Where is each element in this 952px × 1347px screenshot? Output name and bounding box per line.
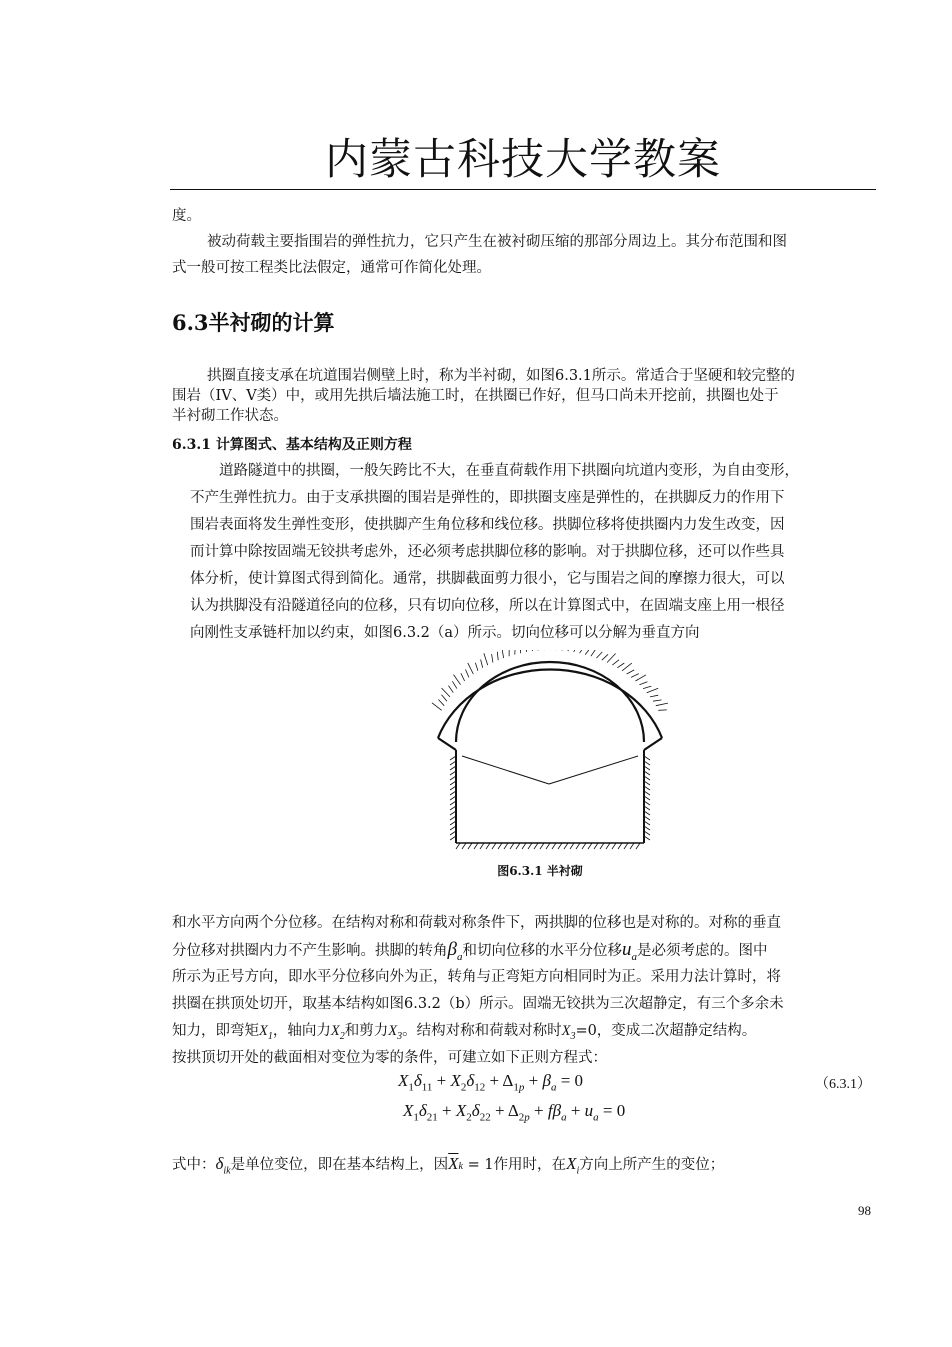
after-line-4: 拱圈在拱顶处切开，取基本结构如图6.3.2（b）所示。固端无铰拱为三次超静定，有三个多余未 (172, 996, 784, 1012)
p2-line-5: 体分析，使计算图式得到简化。通常，拱脚截面剪力很小，它与围岩之间的摩擦力很大，可以 (190, 571, 785, 587)
p2-line-6: 认为拱脚没有沿隧道径向的位移，只有切向位移，所以在计算图式中，在固端支座上用一根径 (190, 598, 785, 614)
p2-line-1: 道路隧道中的拱圈，一般矢跨比不大，在垂直荷载作用下拱圈向坑道内变形，为自由变形， (219, 463, 799, 479)
header-rule (170, 189, 876, 190)
intro-line-1: 度。 (172, 208, 201, 224)
intro-line-3: 式一般可按工程类比法假定，通常可作简化处理。 (172, 260, 491, 276)
p2-line-3: 围岩表面将发生弹性变形，使拱脚产生角位移和线位移。拱脚位移将使拱圈内力发生改变，因 (190, 517, 785, 533)
arch-left-joint (438, 738, 456, 750)
intro-line-2: 被动荷载主要指围岩的弹性抗力，它只产生在被衬砌压缩的那部分周边上。其分布范围和图 (207, 234, 787, 250)
figure-caption: 图6.3.1 半衬砌 (497, 864, 583, 878)
arch-hatching (432, 650, 668, 849)
section-heading: 6.3半衬砌的计算 (172, 310, 335, 335)
after-line-5: 知力，即弯矩$X_1$，轴向力$X_2$和剪力$X_3$。结构对称和荷载对称时$X_3=0$，变成二次超静定结构。 (172, 1023, 757, 1042)
after-line-3: 所示为正号方向，即水平分位移向外为正，转角与正弯矩方向相同时为正。采用力法计算时，将 (172, 969, 781, 985)
after-line-1: 和水平方向两个分位移。在结构对称和荷载对称条件下，两拱脚的位移也是对称的。对称的垂直 (172, 915, 781, 931)
footnote-line: 式中：$\delta_{ik}$是单位变位，即在基本结构上，因$\overline{X}k = 1$作用时，在$X_i$方向上所产生的变位； (172, 1154, 725, 1177)
load-line-right (549, 756, 638, 784)
page-number: 98 (858, 1203, 871, 1218)
p1-line-1: 拱圈直接支承在坑道围岩侧壁上时，称为半衬砌，如图6.3.1所示。常适合于坚硬和较完整的 (207, 368, 795, 384)
p2-line-2: 不产生弹性抗力。由于支承拱圈的围岩是弹性的，即拱圈支座是弹性的，在拱脚反力的作用下 (190, 490, 785, 506)
load-line-left (462, 756, 549, 784)
arch-right-joint (644, 738, 662, 750)
p1-line-2: 围岩（IV、V类）中，或用先拱后墙法施工时，在拱圈已作好，但马口尚未开挖前，拱圈也处于 (172, 388, 779, 404)
p1-line-3: 半衬砌工作状态。 (172, 408, 288, 424)
equation-2: $X_1\delta_{21} + X_2\delta_{22} + \Delta_{2p} + f\beta_a + u_a = 0$ (403, 1101, 626, 1124)
equation-1: $X_1\delta_{11} + X_2\delta_{12} + \Delta_{1p} + \beta_a = 0$ (398, 1071, 584, 1094)
arch-inner-line (456, 662, 644, 742)
arch-outer-line (438, 669, 662, 738)
equation-number: （6.3.1） (815, 1077, 871, 1092)
after-line-2: 分位移对拱圈内力不产生影响。拱脚的转角$\beta_a$和切向位移的水平分位移$u_a$是必须考虑的。图中 (172, 939, 768, 963)
p2-line-7: 向刚性支承链杆加以约束，如图6.3.2（a）所示。切向位移可以分解为垂直方向 (190, 625, 700, 641)
half-lining-figure (420, 650, 680, 860)
p2-line-4: 而计算中除按固端无铰拱考虑外，还必须考虑拱脚位移的影响。对于拱脚位移，还可以作些具 (190, 544, 785, 560)
subsection-heading: 6.3.1 计算图式、基本结构及正则方程 (172, 437, 412, 453)
page-header-title: 内蒙古科技大学教案 (325, 135, 721, 185)
after-line-6: 按拱顶切开处的截面相对变位为零的条件，可建立如下正则方程式： (172, 1050, 607, 1066)
